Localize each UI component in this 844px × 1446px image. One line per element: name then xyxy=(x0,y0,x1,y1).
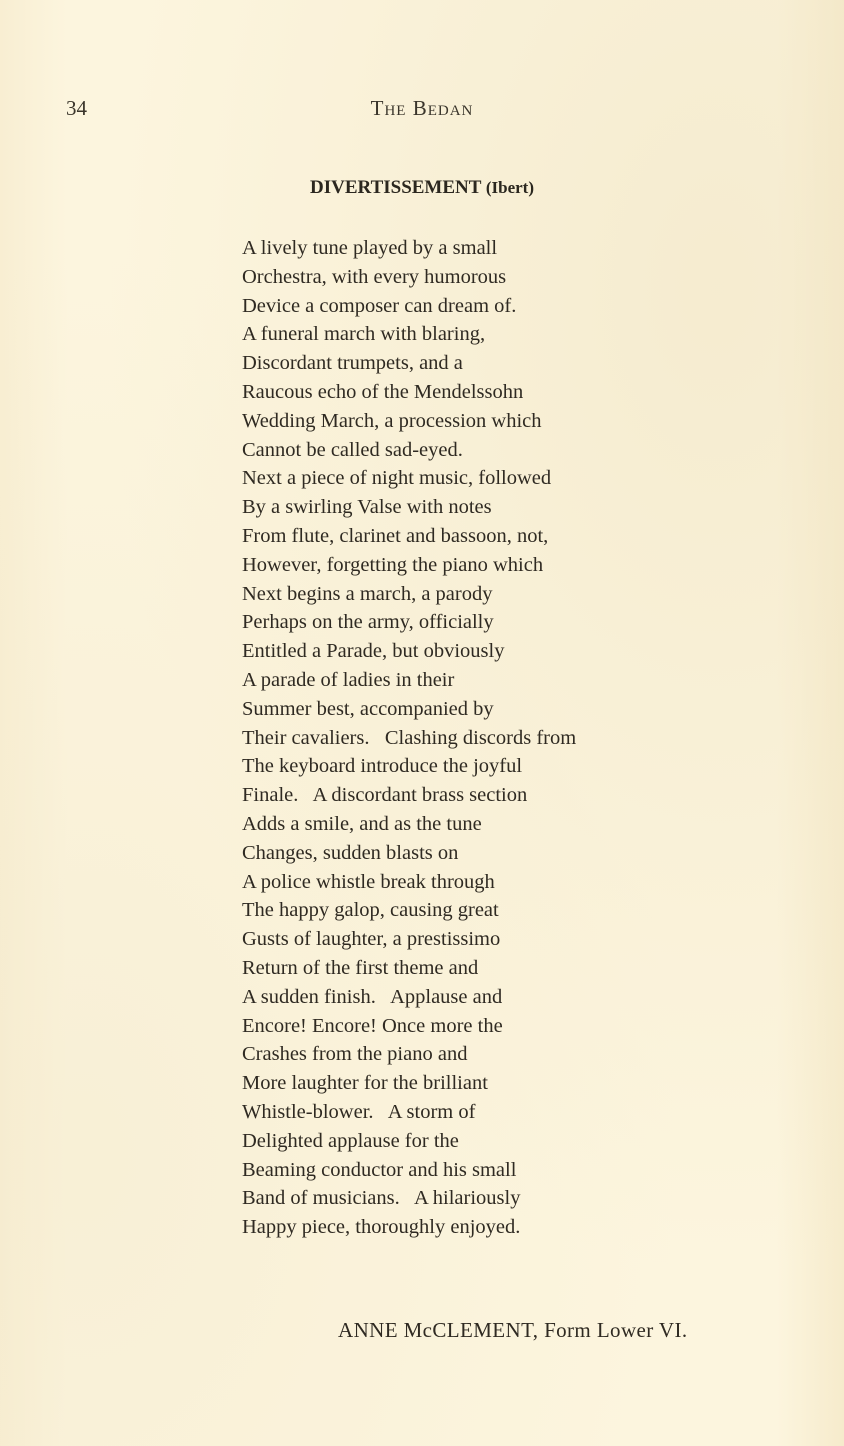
poem-line: Adds a smile, and as the tune xyxy=(242,812,482,835)
poem-line: Perhaps on the army, officially xyxy=(242,611,494,634)
poem-line: Wedding March, a procession which xyxy=(242,409,542,432)
poem-line: A parade of ladies in their xyxy=(242,668,455,691)
poem-line: Their cavaliers. Clashing discords from xyxy=(242,726,577,749)
poem-line: Encore! Encore! Once more the xyxy=(242,1014,503,1037)
poem-line: Finale. A discordant brass section xyxy=(242,784,528,807)
poem-line: Whistle-blower. A storm of xyxy=(242,1100,476,1123)
poem-line: A police whistle break through xyxy=(242,870,495,893)
poem-line: Beaming conductor and his small xyxy=(242,1158,517,1181)
poem-line: Crashes from the piano and xyxy=(242,1043,468,1066)
poem-line: However, forgetting the piano which xyxy=(242,553,544,576)
poem-line: The keyboard introduce the joyful xyxy=(242,755,523,778)
poem-line: A funeral march with blaring, xyxy=(242,323,486,346)
poem-line: Band of musicians. A hilariously xyxy=(242,1187,521,1210)
poem-line: From flute, clarinet and bassoon, not, xyxy=(242,524,549,547)
poem-line: Next begins a march, a parody xyxy=(242,582,493,605)
poem-line: By a swirling Valse with notes xyxy=(242,496,492,519)
poem-line: Cannot be called sad-eyed. xyxy=(242,438,463,461)
poem-line: Summer best, accompanied by xyxy=(242,697,494,720)
poem-line: Happy piece, thoroughly enjoyed. xyxy=(242,1216,521,1239)
poem-line: The happy galop, causing great xyxy=(242,899,499,922)
poem-line: Orchestra, with every humorous xyxy=(242,265,507,288)
author-attribution: ANNE McCLEMENT, Form Lower VI. xyxy=(338,1318,688,1342)
poem-title-line xyxy=(0,176,844,200)
poem-line: Discordant trumpets, and a xyxy=(242,352,463,375)
poem-line: Raucous echo of the Mendelssohn xyxy=(242,380,524,403)
poem-title: DIVERTISSEMENT xyxy=(310,177,482,198)
poem-line: Changes, sudden blasts on xyxy=(242,841,459,864)
poem-line: Return of the first theme and xyxy=(242,956,479,979)
poem-line: Delighted applause for the xyxy=(242,1129,459,1152)
poem-line: Device a composer can dream of. xyxy=(242,294,517,317)
poem-line: More laughter for the brilliant xyxy=(242,1072,488,1095)
poem-composer: (Ibert) xyxy=(485,178,534,197)
running-head: The Bedan xyxy=(370,96,474,120)
page-number: 34 xyxy=(66,96,87,120)
poem-line: Gusts of laughter, a prestissimo xyxy=(242,928,501,951)
poem-line: Next a piece of night music, followed xyxy=(242,467,552,490)
poem-line: A lively tune played by a small xyxy=(242,237,498,259)
poem-body xyxy=(242,234,576,1242)
poem-line: Entitled a Parade, but obviously xyxy=(242,640,505,663)
poem-line: A sudden finish. Applause and xyxy=(242,985,503,1008)
